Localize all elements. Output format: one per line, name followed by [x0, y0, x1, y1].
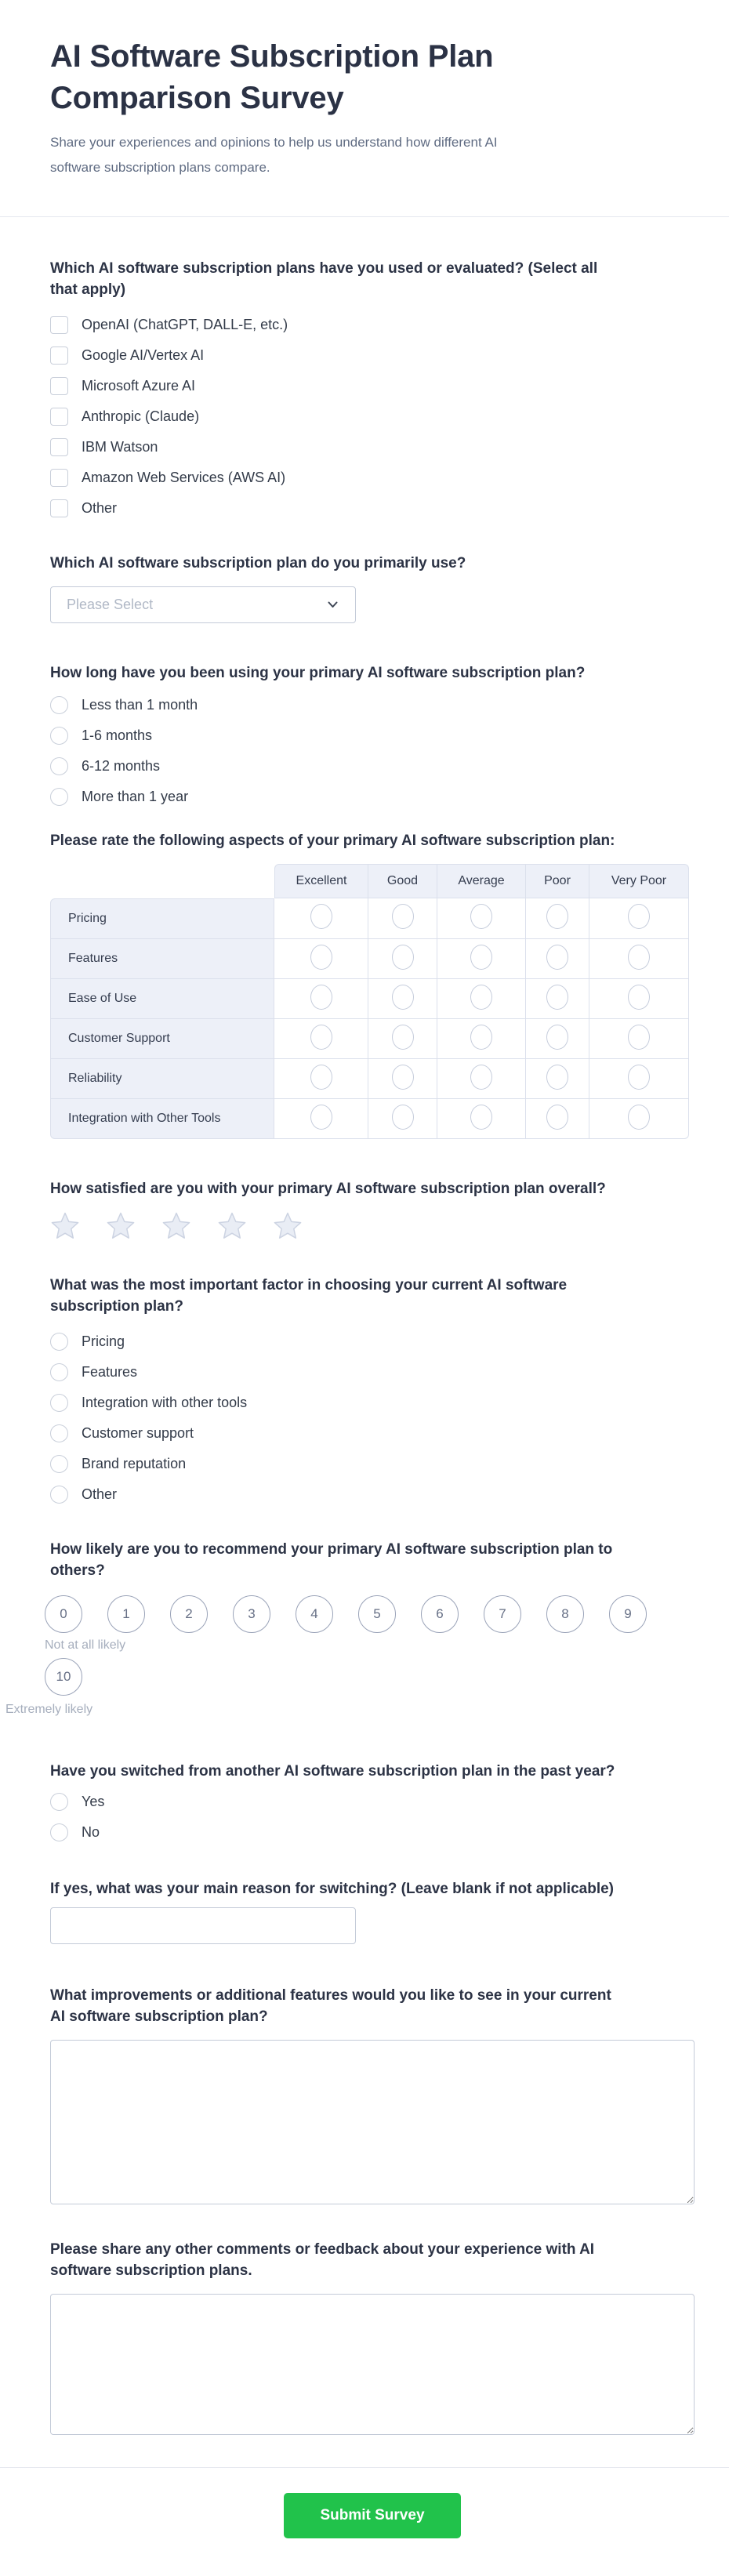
radio[interactable]: [50, 1823, 68, 1841]
improvements-textarea[interactable]: [50, 2040, 695, 2204]
question-important-factor: [50, 1275, 695, 1503]
radio-list: [50, 1793, 695, 1841]
form-body: [0, 258, 729, 2467]
matrix-radio[interactable]: [546, 1025, 568, 1050]
radio-label: Features: [82, 1363, 138, 1380]
checkbox-label: Other: [82, 499, 118, 516]
nps-scale: [5, 1595, 695, 1717]
matrix-column-header: Poor: [526, 864, 589, 898]
radio[interactable]: [50, 1455, 68, 1473]
radio-label: Pricing: [82, 1333, 125, 1349]
matrix-radio[interactable]: [310, 1025, 332, 1050]
select-placeholder: Please Select: [67, 597, 154, 612]
matrix-radio[interactable]: [470, 904, 492, 929]
matrix-row-label: Customer Support: [50, 1019, 274, 1059]
radio-option: [50, 1793, 695, 1810]
star-icon[interactable]: [106, 1212, 136, 1242]
matrix-row: [50, 939, 689, 979]
question-label: How likely are you to recommend your primary AI software subscription plan to others?: [50, 1541, 613, 1579]
nps-max-label: Extremely likely: [5, 1703, 93, 1716]
question-primary-plan: [50, 553, 695, 623]
comments-textarea[interactable]: [50, 2294, 695, 2435]
radio-list: [50, 696, 695, 805]
radio-list: [50, 1333, 695, 1503]
radio-option: [50, 1455, 695, 1472]
matrix-radio[interactable]: [392, 1025, 414, 1050]
radio[interactable]: [50, 696, 68, 714]
checkbox-label: Anthropic (Claude): [82, 408, 200, 424]
checkbox[interactable]: [50, 438, 68, 456]
matrix-radio[interactable]: [470, 945, 492, 970]
checkbox-option: [50, 377, 695, 394]
checkbox-label: IBM Watson: [82, 438, 158, 455]
matrix-row: [50, 898, 689, 939]
question-switched: [50, 1761, 695, 1841]
matrix-radio[interactable]: [392, 1065, 414, 1090]
form-footer: [0, 2467, 729, 2576]
matrix-row-label: Features: [50, 939, 274, 979]
question-satisfaction: [50, 1178, 695, 1242]
matrix-column-header: Very Poor: [589, 864, 689, 898]
matrix-column-header: Excellent: [274, 864, 368, 898]
matrix-row-label: Ease of Use: [50, 979, 274, 1019]
radio-label: No: [82, 1823, 100, 1840]
question-improvements: [50, 1985, 695, 2204]
nps-value-button[interactable]: 0: [45, 1595, 82, 1633]
matrix-row: [50, 1019, 689, 1059]
switch-reason-input[interactable]: [50, 1907, 356, 1944]
submit-button[interactable]: Submit Survey: [284, 2493, 461, 2538]
matrix-radio[interactable]: [470, 985, 492, 1010]
radio-label: More than 1 year: [82, 788, 189, 804]
checkbox-label: OpenAI (ChatGPT, DALL-E, etc.): [82, 316, 288, 332]
matrix-row: [50, 979, 689, 1019]
radio-label: 1-6 months: [82, 727, 153, 743]
nps-value-button[interactable]: 2: [170, 1595, 208, 1633]
primary-plan-select[interactable]: [50, 586, 356, 623]
radio-option: [50, 727, 695, 744]
question-switch-reason: [50, 1878, 695, 1944]
radio[interactable]: [50, 1394, 68, 1412]
radio-option: [50, 1823, 695, 1841]
checkbox-option: [50, 316, 695, 333]
question-duration: [50, 662, 695, 805]
nps-min-label: Not at all likely: [45, 1638, 126, 1652]
checkbox-label: Google AI/Vertex AI: [82, 346, 205, 363]
checkbox-option: [50, 438, 695, 455]
matrix-row-label: Reliability: [50, 1059, 274, 1099]
matrix-radio[interactable]: [470, 1065, 492, 1090]
radio[interactable]: [50, 788, 68, 806]
nps-value-button[interactable]: 6: [421, 1595, 459, 1633]
matrix-radio[interactable]: [392, 985, 414, 1010]
matrix-radio[interactable]: [310, 1065, 332, 1090]
checkbox[interactable]: [50, 408, 68, 426]
nps-value-button[interactable]: 7: [484, 1595, 521, 1633]
matrix-radio[interactable]: [392, 904, 414, 929]
star-rating: [50, 1212, 695, 1242]
matrix-radio[interactable]: [628, 1025, 650, 1050]
checkbox-label: Microsoft Azure AI: [82, 377, 196, 394]
matrix-radio[interactable]: [546, 1105, 568, 1130]
rating-matrix: [50, 864, 689, 1139]
matrix-radio[interactable]: [628, 1065, 650, 1090]
question-label: How long have you been using your primary AI software subscription plan?: [50, 665, 586, 681]
radio-option: [50, 1486, 695, 1503]
checkbox-label: Amazon Web Services (AWS AI): [82, 469, 286, 485]
matrix-corner: [50, 864, 274, 898]
nps-value-button[interactable]: 8: [546, 1595, 584, 1633]
checkbox-list: [50, 316, 695, 517]
checkbox[interactable]: [50, 499, 68, 517]
matrix-row-label: Pricing: [50, 898, 274, 939]
star-icon[interactable]: [161, 1212, 191, 1242]
radio-option: [50, 1363, 695, 1381]
radio-label: 6-12 months: [82, 757, 161, 774]
nps-value-button[interactable]: 1: [107, 1595, 145, 1633]
nps-value-button[interactable]: 9: [609, 1595, 647, 1633]
matrix-row: [50, 1059, 689, 1099]
question-recommend: [5, 1539, 695, 1717]
chevron-down-icon: [328, 601, 338, 608]
question-label: Please rate the following aspects of your primary AI software subscription plan:: [50, 833, 615, 849]
matrix-radio[interactable]: [310, 904, 332, 929]
matrix-radio[interactable]: [628, 1105, 650, 1130]
radio-option: [50, 1394, 695, 1411]
matrix-radio[interactable]: [392, 1105, 414, 1130]
question-plans-used: [50, 258, 695, 517]
question-label: Which AI software subscription plan do you primarily use?: [50, 555, 466, 571]
matrix-radio[interactable]: [628, 985, 650, 1010]
radio-option: [50, 1333, 695, 1350]
nps-value-button[interactable]: 5: [358, 1595, 396, 1633]
question-rate-aspects: [50, 830, 695, 1139]
page-title: AI Software Subscription Plan Comparison Survey: [50, 39, 494, 115]
question-label: Have you switched from another AI software subscription plan in the past year?: [50, 1763, 615, 1780]
matrix-radio[interactable]: [310, 985, 332, 1010]
radio[interactable]: [50, 727, 68, 745]
radio[interactable]: [50, 1424, 68, 1442]
nps-value-button[interactable]: 4: [296, 1595, 333, 1633]
radio[interactable]: [50, 757, 68, 775]
matrix-radio[interactable]: [546, 985, 568, 1010]
form-header: [0, 0, 729, 217]
nps-value-button[interactable]: 3: [233, 1595, 270, 1633]
radio[interactable]: [50, 1793, 68, 1811]
matrix-radio[interactable]: [628, 945, 650, 970]
nps-value-button[interactable]: 10: [45, 1658, 82, 1696]
star-icon[interactable]: [217, 1212, 247, 1242]
matrix-radio[interactable]: [470, 1105, 492, 1130]
matrix-radio[interactable]: [392, 945, 414, 970]
checkbox-option: [50, 499, 695, 517]
matrix-radio[interactable]: [546, 904, 568, 929]
radio-label: Customer support: [82, 1424, 194, 1441]
radio-option: [50, 696, 695, 713]
matrix-column-header: Average: [437, 864, 526, 898]
matrix-radio[interactable]: [470, 1025, 492, 1050]
radio-option: [50, 788, 695, 805]
radio[interactable]: [50, 1486, 68, 1504]
radio[interactable]: [50, 1333, 68, 1351]
question-label: Which AI software subscription plans have you used or evaluated? (Select all that apply): [50, 260, 598, 298]
radio-option: [50, 1424, 695, 1442]
radio-label: Less than 1 month: [82, 696, 198, 713]
matrix-row-label: Integration with Other Tools: [50, 1099, 274, 1139]
checkbox-option: [50, 469, 695, 486]
question-label: What was the most important factor in choosing your current AI software subscription plan?: [50, 1277, 568, 1315]
question-label: What improvements or additional features would you like to see in your current AI software subscription plan?: [50, 1987, 611, 2025]
question-label: How satisfied are you with your primary AI software subscription plan overall?: [50, 1181, 606, 1197]
matrix-radio[interactable]: [310, 945, 332, 970]
radio-label: Integration with other tools: [82, 1394, 248, 1410]
radio[interactable]: [50, 1363, 68, 1381]
radio-label: Brand reputation: [82, 1455, 187, 1471]
radio-label: Yes: [82, 1793, 105, 1809]
checkbox[interactable]: [50, 377, 68, 395]
nps-row: [45, 1595, 695, 1633]
matrix-radio[interactable]: [310, 1105, 332, 1130]
matrix-radio[interactable]: [546, 1065, 568, 1090]
checkbox[interactable]: [50, 316, 68, 334]
checkbox-option: [50, 346, 695, 364]
question-comments: [50, 2239, 695, 2435]
matrix-radio[interactable]: [546, 945, 568, 970]
matrix-column-header: Good: [368, 864, 437, 898]
question-label: Please share any other comments or feedback about your experience with AI software subscription plans.: [50, 2241, 595, 2279]
checkbox-option: [50, 408, 695, 425]
checkbox[interactable]: [50, 346, 68, 365]
nps-row: [45, 1658, 695, 1696]
star-icon[interactable]: [273, 1212, 303, 1242]
radio-label: Other: [82, 1486, 118, 1502]
matrix-row: [50, 1099, 689, 1139]
page-subtitle: Share your experiences and opinions to help us understand how different AI software subscription plans compare.: [50, 135, 498, 175]
matrix-radio[interactable]: [628, 904, 650, 929]
question-label: If yes, what was your main reason for switching? (Leave blank if not applicable): [50, 1881, 614, 1897]
star-icon[interactable]: [50, 1212, 80, 1242]
checkbox[interactable]: [50, 469, 68, 487]
radio-option: [50, 757, 695, 775]
